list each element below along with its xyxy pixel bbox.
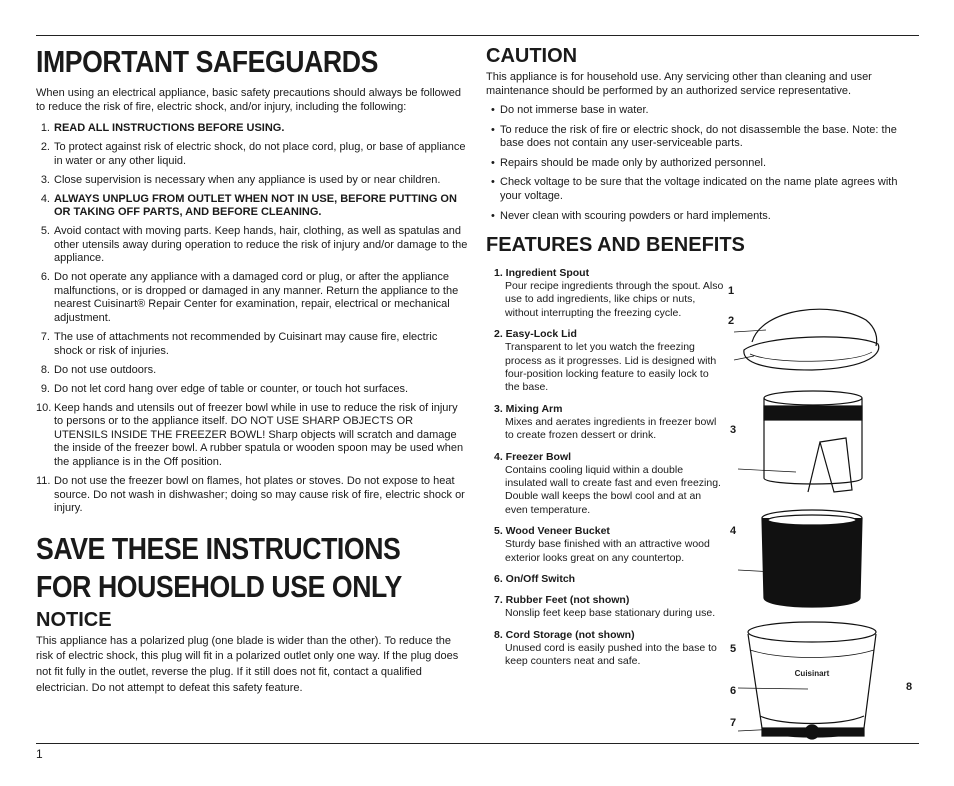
safeguard-item: 8. Do not use outdoors. [40, 363, 157, 376]
callout-7: 7 [730, 717, 737, 729]
safeguard-item: 10. Keep hands and utensils out of freezer bowl while in use to reduce the risk of injury to persons or to the appliance itself. DO NOT USE SHARP OBJECTS OR UTENSILS INSIDE THE FREEZER BOWL! Sharp objects will scratch and damage the inside of the freezer bowl. A rubber spatula or wooden spoon may be used when the appliance is in the Off position. [36, 401, 464, 468]
page-number: 1 [36, 747, 43, 761]
feature-item: 4. Freezer Bowl Contains cooling liquid within a double insulated wall to create fast and even freezing. Double wall keeps the bowl cool and at an even temperature. [494, 450, 721, 516]
safeguard-item: 4. ALWAYS UNPLUG FROM OUTLET WHEN NOT IN USE, BEFORE PUTTING ON OR TAKING OFF PARTS, AND BEFORE CLEANING. [40, 192, 457, 219]
save-title-line2: FOR HOUSEHOLD USE ONLY [36, 568, 402, 604]
caution-item: • Do not immerse base in water. [491, 104, 649, 116]
callout-8: 8 [906, 681, 913, 693]
safeguards-intro: When using an electrical appliance, basic safety precautions should always be followed to reduce the risk of fire, electric shock, and/or injury, including the following: [36, 87, 461, 113]
brand-label: Cuisinart [794, 669, 830, 678]
features-list [494, 267, 726, 676]
feature-item: 6. On/Off Switch [494, 573, 576, 586]
callout-3: 3 [730, 424, 737, 436]
feature-item: 5. Wood Veneer Bucket Sturdy base finished with an attractive wood exterior looks great on any countertop. [494, 525, 710, 564]
caution-item: • Check voltage to be sure that the voltage indicated on the name plate agrees with your voltage. [491, 176, 898, 202]
safeguards-list [36, 122, 468, 516]
caution-item: • Never clean with scouring powders or hard implements. [491, 209, 771, 222]
safeguard-item: 1. READ ALL INSTRUCTIONS BEFORE USING. [40, 122, 285, 134]
safeguards-title: IMPORTANT SAFEGUARDS [36, 44, 378, 79]
feature-item: 7. Rubber Feet (not shown) Nonslip feet keep base stationary during use. [494, 594, 716, 620]
mixing-arm-shape [764, 391, 862, 492]
feature-item: 1. Ingredient Spout Pour recipe ingredients through the spout. Also use to add ingredients, like chips or nuts, without interrupting the freezing cycle. [494, 267, 724, 319]
right-column [486, 40, 920, 729]
caution-item: • To reduce the risk of fire or electric shock, do not disassemble the base. Note: the base does not contain any user-serviceable parts. [491, 123, 897, 150]
callout-1: 1 [728, 285, 735, 297]
callout-2: 2 [728, 315, 735, 327]
safeguard-item: 5. Avoid contact with moving parts. Keep hands, hair, clothing, as well as spatulas and other utensils away during operation to reduce the risk of injury and/or damage to the appliance. [40, 225, 468, 265]
notice-text: This appliance has a polarized plug (one blade is wider than the other). To reduce the risk of electric shock, this plug will fit in a polarized outlet only one way. If the plug does not fit fully in the outlet, reverse the plug. If it still does not fit, contact a qualified electrician. Do not attempt to defeat this safety feature. [36, 634, 459, 694]
feature-item: 8. Cord Storage (not shown) Unused cord is easily pushed into the base to keep counters neat and safe. [494, 628, 717, 667]
freezer-bowl-shape [762, 510, 862, 607]
feature-item: 2. Easy-Lock Lid Transparent to let you watch the freezing process as it progresses. Lid is designed with four-position locking feature to easily lock to the base. [494, 328, 717, 394]
safeguard-item: 9. Do not let cord hang over edge of table or counter, or touch hot surfaces. [40, 382, 409, 395]
callout-5: 5 [730, 643, 737, 655]
safeguard-item: 3. Close supervision is necessary when any appliance is used by or near children. [40, 173, 441, 186]
safeguard-item: 11. Do not use the freezer bowl on flames, hot plates or stoves. Do not expose to heat source. Do not wash in dishwasher; doing so may cause risk of fire, electric shock or injury. [36, 474, 465, 515]
caution-title: CAUTION [486, 45, 578, 67]
caution-item: • Repairs should be made only by authorized personnel. [491, 156, 766, 169]
caution-text: This appliance is for household use. Any servicing other than cleaning and user maintenance should be performed by an authorized service representative. [486, 71, 872, 97]
caution-list [486, 104, 920, 223]
ice-cream-maker-diagram [722, 280, 922, 740]
save-instructions-block [36, 530, 468, 606]
diagram-drawing [722, 280, 922, 740]
notice-section [36, 608, 468, 696]
safeguard-item: 6. Do not operate any appliance with a damaged cord or plug, or after the appliance malfunctions, or is dropped or damaged in any manner. Return the appliance to the nearest Cuisinart® Repair Center for examination, repair, electrical or mechanical adjustment. [40, 271, 459, 325]
lid-shape [744, 309, 879, 370]
left-column [36, 40, 468, 696]
top-rule [36, 35, 919, 36]
features-title: FEATURES AND BENEFITS [486, 234, 745, 257]
callout-6: 6 [730, 685, 737, 697]
feature-item: 3. Mixing Arm Mixes and aerates ingredients in freezer bowl to create frozen dessert or drink. [494, 402, 717, 442]
notice-title: NOTICE [36, 608, 112, 631]
base-bucket-shape [748, 622, 876, 739]
bottom-rule [36, 743, 919, 744]
callout-4: 4 [730, 525, 737, 537]
safeguard-item: 2. To protect against risk of electric shock, do not place cord, plug, or base of appliance in water or any other liquid. [40, 140, 466, 167]
save-title-line1: SAVE THESE INSTRUCTIONS [36, 530, 401, 566]
safeguard-item: 7. The use of attachments not recommended by Cuisinart may cause fire, electric shock or risk of injuries. [40, 331, 438, 357]
